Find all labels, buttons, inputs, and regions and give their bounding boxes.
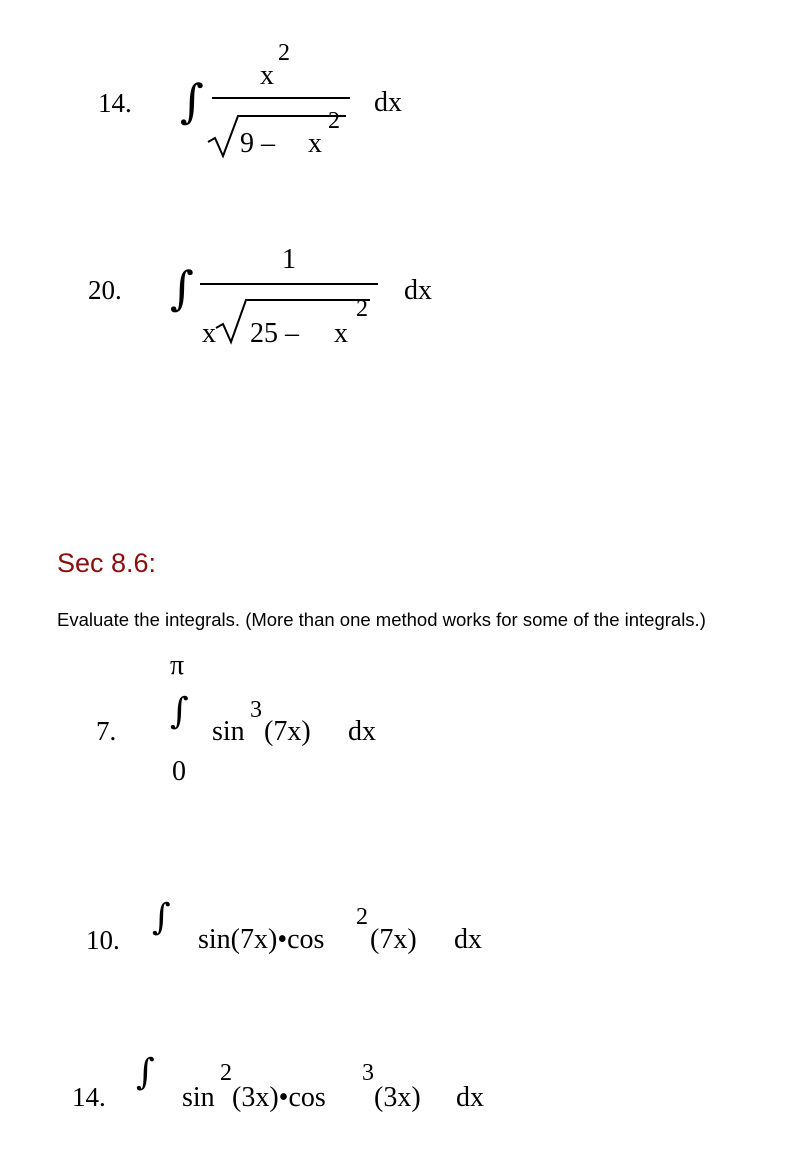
sin-cos-part: sin(7x)•cos xyxy=(198,924,325,955)
differential: dx xyxy=(454,924,482,955)
integral-sign: ∫ xyxy=(180,74,204,128)
arg-and-cos: (3x)•cos xyxy=(232,1082,326,1113)
section-title: Sec 8.6: xyxy=(57,548,157,578)
exponent: 3 xyxy=(250,697,262,723)
differential: dx xyxy=(404,275,432,306)
section-instructions: Evaluate the integrals. (More than one method works for some of the integrals.) xyxy=(57,609,706,630)
differential: dx xyxy=(348,716,376,747)
integral-sign: ∫ xyxy=(170,691,189,732)
fraction-bar xyxy=(212,97,350,99)
denominator-coefficient: x xyxy=(202,318,216,349)
argument: (7x) xyxy=(264,716,311,747)
problem-number: 14. xyxy=(72,1082,106,1112)
problem-number: 14. xyxy=(98,88,132,118)
fn-sin: sin xyxy=(212,716,245,747)
problem-number: 10. xyxy=(86,925,120,955)
radicand-exponent: 2 xyxy=(328,108,340,134)
integral-sign: ∫ xyxy=(136,1052,155,1093)
numerator-base: x xyxy=(260,60,274,91)
fn-sin: sin xyxy=(182,1082,215,1113)
radicand-exponent: 2 xyxy=(356,296,368,322)
argument: (7x) xyxy=(370,924,417,955)
differential: dx xyxy=(456,1082,484,1113)
radicand-var: x xyxy=(308,128,322,159)
argument-2: (3x) xyxy=(374,1082,421,1113)
integral-sign: ∫ xyxy=(152,897,171,938)
numerator-one: 1 xyxy=(282,244,296,275)
differential: dx xyxy=(374,87,402,118)
exponent-1: 2 xyxy=(220,1060,232,1086)
exponent: 2 xyxy=(356,904,368,930)
integral-sign: ∫ xyxy=(170,261,194,315)
fraction-bar xyxy=(200,283,378,285)
problem-number: 20. xyxy=(88,275,122,305)
upper-limit: π xyxy=(170,650,185,681)
exponent-2: 3 xyxy=(362,1060,374,1086)
numerator-exponent: 2 xyxy=(278,40,290,66)
problem-number: 7. xyxy=(96,716,117,746)
radical-sign xyxy=(206,112,348,160)
lower-limit: 0 xyxy=(172,756,186,787)
radicand-var: x xyxy=(334,318,348,349)
radicand-prefix: 25 – xyxy=(250,318,299,349)
radicand-prefix: 9 – xyxy=(240,128,275,159)
